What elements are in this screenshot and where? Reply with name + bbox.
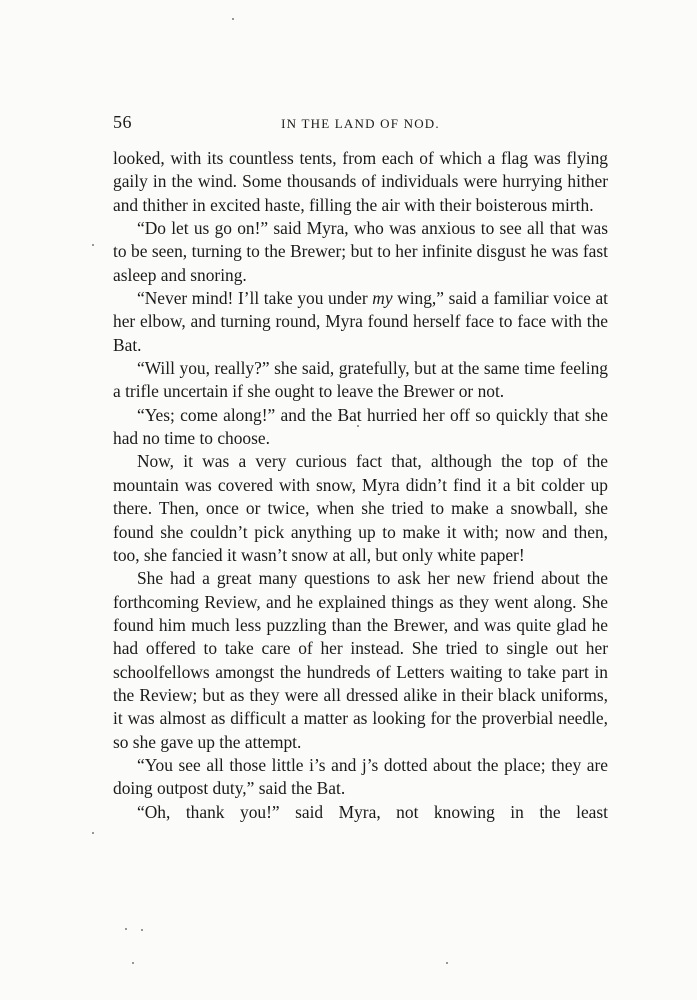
paper-speck — [92, 832, 94, 834]
paper-speck — [92, 244, 94, 246]
paper-speck — [446, 962, 448, 964]
paragraph: “Oh, thank you!” said Myra, not knowing in the least — [137, 801, 608, 822]
paragraph — [113, 287, 608, 357]
paper-speck — [132, 962, 134, 964]
paragraph: “Do let us go on!” said Myra, who was anxious to see all that was to be seen, turning to the Brewer; but to her infinite disgust he was fast asleep and snoring. — [113, 218, 608, 285]
paragraph: looked, with its countless tents, from each of which a flag was flying gaily in the wind. Some thousands of individuals were hurrying hither and thither in excited haste, filling the air with their boisterous mirth. — [113, 148, 608, 215]
paragraph: “You see all those little i’s and j’s dotted about the place; they are doing outpost duty,” said the Bat. — [113, 754, 608, 799]
running-head — [113, 112, 608, 138]
italic-word: my — [372, 288, 393, 309]
paper-speck — [357, 425, 359, 427]
paper-speck — [125, 928, 127, 930]
body-text — [113, 147, 608, 824]
paragraph-text: “Never mind! I’ll take you under — [137, 288, 373, 309]
paper-speck — [232, 18, 234, 20]
paragraph: Now, it was a very curious fact that, although the top of the mountain was covered with snow, Myra didn’t find it a bit colder up there. Then, once or twice, when she tried to make a snowball, she found she couldn’t pick anything up to make it with; now and then, too, she fancied it wasn’t snow at all, but only white paper! — [113, 451, 608, 565]
page-number: 56 — [113, 112, 132, 132]
paper-speck — [141, 929, 143, 931]
running-title: IN THE LAND OF NOD. — [281, 116, 440, 131]
paragraph: She had a great many questions to ask her new friend about the forthcoming Review, and he explained things as they went along. She found him much less puzzling than the Brewer, and was quite glad he had offered to take care of her instead. She tried to single out her schoolfellows amongst the hundreds of Letters waiting to take part in the Review; but as they were all dressed alike in their black uniforms, it was almost as difficult a matter as looking for the proverbial needle, so she gave up the attempt. — [113, 568, 608, 752]
paragraph-text: wing,” said a familiar voice at her elbow, and turning round, Myra found herself face to face with the Bat. — [113, 288, 608, 355]
paragraph: “Yes; come along!” and the Bat hurried her off so quickly that she had no time to choose. — [113, 404, 608, 449]
paragraph: “Will you, really?” she said, gratefully, but at the same time feeling a trifle uncertain if she ought to leave the Brewer or not. — [113, 358, 608, 402]
